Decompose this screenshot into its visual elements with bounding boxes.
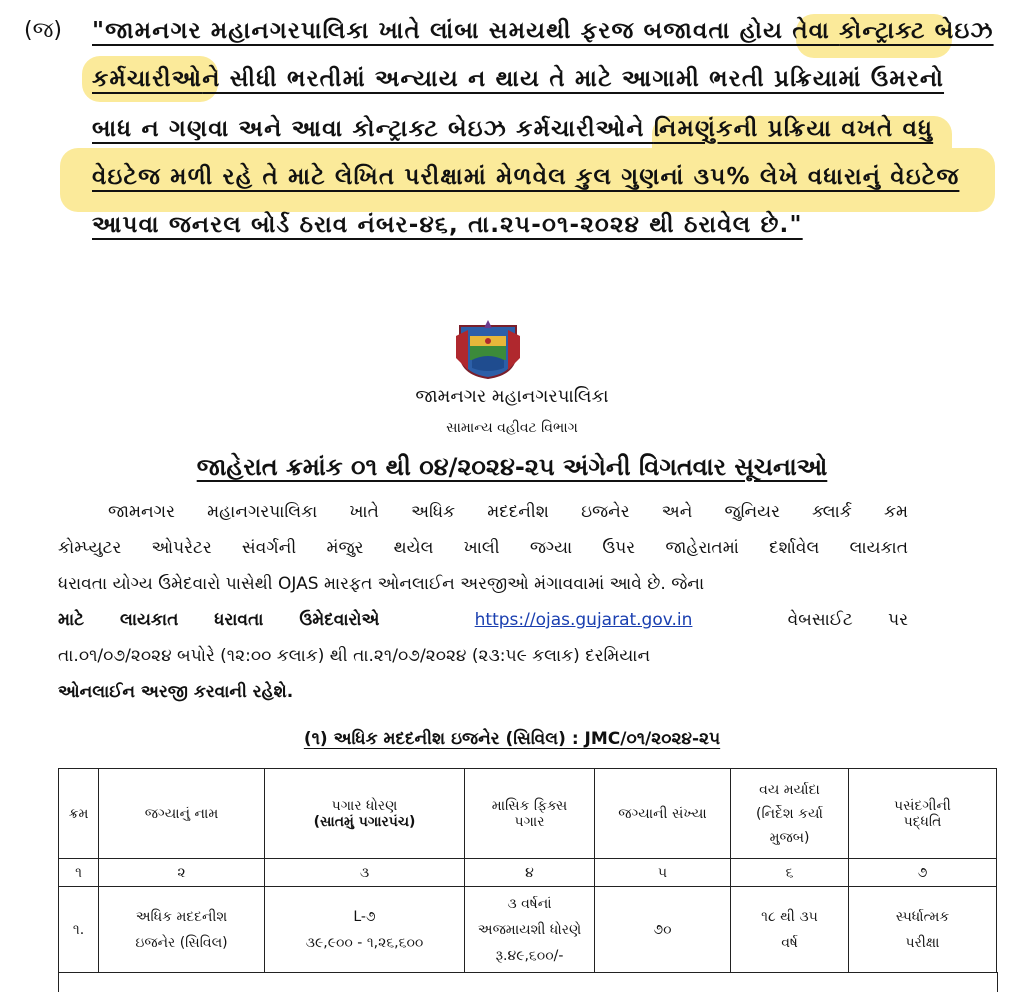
department-name: સામાન્ય વહીવટ વિભાગ [446,420,578,436]
notice-prefix: (જ) [24,18,62,43]
notice-paragraph [0,0,1024,250]
cell-pay-scale: L-૭ ૩૯,૯૦૦ - ૧,૨૬,૬૦૦ [265,887,465,973]
cell-serial: ૧. [59,887,99,973]
cell-post-count: ૭૦ [595,887,731,973]
number-cell: ૭ [849,859,997,887]
cell-selection-method: સ્પર્ધાત્મક પરીક્ષા [849,887,997,973]
paragraph-line: ધરાવતા યોગ્ય ઉમેદવારો પાસેથી OJAS મારફત ઓનલાઈન અરજીઓ મંગાવવામાં આવે છે. જેના [58,574,705,594]
number-cell: ૨ [99,859,265,887]
paragraph-line: કોમ્પ્યુટર ઓપરેટર સંવર્ગની મંજુર થયેલ ખાલી જગ્યા ઉપર જાહેરાતમાં દર્શાવેલ લાયકાત [58,538,908,558]
number-cell: ૩ [265,859,465,887]
paragraph-line: તા.૦૧/૦૭/૨૦૨૪ બપોરે (૧૨:૦૦ કલાક) થી તા.૨૧/૦૭/૨૦૨૪ (૨૩:૫૯ કલાક) દરમિયાન [58,646,651,666]
table-header-row [59,769,997,859]
municipal-emblem-logo [454,318,522,380]
paragraph-line: જામનગર મહાનગરપાલિકા ખાતે અધિક મદદનીશ ઇજનેર અને જુનિયર ક્લાર્ક કમ [108,502,908,522]
paragraph-line: ઓનલાઈન અરજી કરવાની રહેશે. [58,682,294,702]
header-cell: જગ્યાની સંખ્યા [595,769,731,859]
header-cell: પસંદગીની પદ્ધતિ [849,769,997,859]
cell-age-limit: ૧૮ થી ૩૫ વર્ષ [731,887,849,973]
notice-line [92,116,933,142]
notice-line [92,18,994,44]
notice-highlight: નિમણુંકની પ્રક્રિયા વખતે વધુ [653,116,934,142]
notice-highlight: કોન્ટ્રાક્ટ બેઇઝ [839,18,994,44]
header-cell: જગ્યાનું નામ [99,769,265,859]
table-continuation [58,972,998,992]
notice-highlight: વેઇટેજ મળી રહે તે માટે લેખિત પરીક્ષામાં મેળવેલ કુલ ગુણનાં ૩૫% લેખે વધારાનું વેઇટેજ [92,164,960,190]
notice-line [92,212,803,238]
notice-line [92,164,959,190]
cell-fixed-pay: ૩ વર્ષનાં અજમાયશી ધોરણે રૂ.૪૯,૬૦૦/- [465,887,595,973]
number-cell: ૬ [731,859,849,887]
notice-highlight: કર્મચારીઓ [92,66,203,92]
organization-name: જામનગર મહાનગરપાલિકા [415,386,609,407]
number-cell: ૫ [595,859,731,887]
notice-text: ને સીધી ભરતીમાં અન્યાય ન થાય તે માટે આગામી ભરતી પ્રક્રિયામાં ઉમરનો [202,66,945,92]
vacancy-table [58,768,997,973]
section-title: (૧) અધિક મદદનીશ ઇજનેર (સિવિલ) : JMC/૦૧/૨૦૨૪-૨૫ [303,729,721,749]
number-cell: ૧ [59,859,99,887]
header-cell: પગાર ધોરણ (સાતમું પગારપંચ) [265,769,465,859]
advertisement-title: જાહેરાત ક્રમાંક ૦૧ થી ૦૪/૨૦૨૪-૨૫ અંગેની વિગતવાર સૂચનાઓ [196,453,828,481]
ojas-website-link[interactable]: https://ojas.gujarat.gov.in [474,610,693,630]
header-cell: માસિક ફિક્સ પગાર [465,769,595,859]
paragraph-text: માટે લાયકાત ધરાવતા ઉમેદવારોએ [58,610,380,630]
notice-text: આપવા જનરલ બોર્ડ ઠરાવ નંબર-૪૬, તા.૨૫-૦૧-૨૦૨૪ થી ઠરાવેલ છે." [92,212,803,238]
table-row [59,887,997,973]
table-number-row [59,859,997,887]
cell-post-name: અધિક મદદનીશ ઇજનેર (સિવિલ) [99,887,265,973]
notice-text: બાધ ન ગણવા અને આવા કોન્ટ્રાક્ટ બેઇઝ કર્મચારીઓને [92,116,654,142]
paragraph-line [58,602,908,638]
notice-line [92,66,944,92]
header-cell: ક્રમ [59,769,99,859]
notice-text: "જામનગર મહાનગરપાલિકા ખાતે લાંબા સમયથી ફરજ બજાવતા હોય તેવા [92,18,840,44]
paragraph-text: વેબસાઈટ પર [787,610,908,630]
header-cell: વય મર્યાદા (નિર્દેશ કર્યા મુજબ) [731,769,849,859]
number-cell: ૪ [465,859,595,887]
